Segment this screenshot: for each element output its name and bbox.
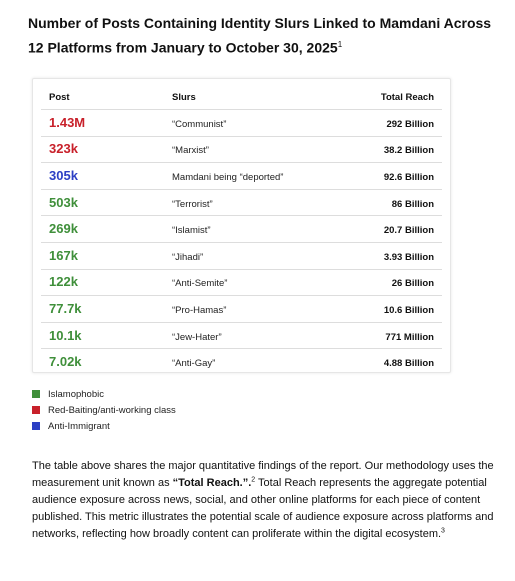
- slur-label: “Pro-Hamas”: [172, 304, 227, 316]
- slur-label: “Anti-Semite”: [172, 278, 228, 290]
- footnote-3: 3: [441, 527, 445, 535]
- title-footnote: 1: [337, 40, 343, 49]
- total-reach-value: 10.6 Billion: [383, 304, 434, 316]
- total-reach-value: 4.88 Billion: [383, 358, 434, 370]
- table-row: [41, 349, 442, 375]
- category-legend: [32, 386, 176, 434]
- legend-label: Red-Baiting/anti-working class: [48, 404, 176, 416]
- legend-swatch: [32, 422, 40, 430]
- post-count: 122k: [49, 274, 78, 290]
- table-row: [41, 136, 442, 163]
- slur-label: “Communist”: [172, 118, 227, 130]
- legend-swatch: [32, 390, 40, 398]
- slur-label: Mamdani being “deported”: [172, 171, 284, 183]
- total-reach-term: “Total Reach.”.: [172, 477, 252, 489]
- legend-swatch: [32, 406, 40, 414]
- table-body: [41, 110, 442, 375]
- post-count: 305k: [49, 167, 78, 183]
- post-count: 167k: [49, 247, 78, 263]
- total-reach-header: Total Reach: [344, 85, 442, 110]
- slur-label: “Islamist”: [172, 225, 211, 237]
- slur-label: “Marxist”: [172, 145, 209, 157]
- methodology-paragraph: [32, 458, 494, 543]
- legend-item: [32, 386, 176, 402]
- legend-item: [32, 418, 176, 434]
- post-count: 1.43M: [49, 114, 86, 130]
- post-count: 269k: [49, 221, 78, 237]
- post-count: 7.02k: [49, 354, 82, 370]
- table-row: [41, 110, 442, 137]
- legend-label: Islamophobic: [48, 388, 104, 400]
- footnote-2: 2: [251, 476, 256, 484]
- legend-item: [32, 402, 176, 418]
- total-reach-value: 20.7 Billion: [383, 225, 434, 237]
- total-reach-value: 292 Billion: [386, 118, 434, 130]
- slur-label: “Terrorist”: [172, 198, 213, 210]
- total-reach-value: 26 Billion: [391, 278, 434, 290]
- total-reach-value: 86 Billion: [391, 198, 434, 210]
- total-reach-value: 771 Million: [385, 331, 434, 343]
- paragraph-rest: Total Reach represents the aggregate potential audience exposure across news, social, and other online platforms for each piece of content published. This metric illustrates the potential scale of audience exposure across platforms and networks, reflecting how broadly content can proliferate within the digital ecosystem.: [32, 477, 494, 540]
- table-row: [41, 163, 442, 190]
- table-row: [41, 242, 442, 269]
- slurs-header: Slurs: [172, 85, 344, 110]
- total-reach-value: 38.2 Billion: [383, 145, 434, 157]
- table-row: [41, 216, 442, 243]
- paragraph-intro: The table above shares the major quantitative findings of the report. Our methodology uses the measurement unit known as: [32, 460, 494, 489]
- table-row: [41, 189, 442, 216]
- slur-label: “Jew-Hater”: [172, 331, 222, 343]
- post-count: 77.7k: [49, 300, 82, 316]
- post-header: Post: [41, 85, 172, 110]
- table-row: [41, 322, 442, 349]
- post-count: 503k: [49, 194, 78, 210]
- total-reach-value: 3.93 Billion: [383, 251, 434, 263]
- title-text: Number of Posts Containing Identity Slurs Linked to Mamdani Across 12 Platforms from January to October 30, 2025: [28, 15, 492, 56]
- slurs-table-card: [32, 78, 451, 373]
- report-title: [28, 13, 498, 59]
- slur-label: “Anti-Gay”: [172, 358, 216, 370]
- table-header-row: [41, 85, 442, 110]
- post-count: 323k: [49, 141, 78, 157]
- post-count: 10.1k: [49, 327, 82, 343]
- slurs-table: [41, 85, 442, 375]
- slur-label: “Jihadi”: [172, 251, 204, 263]
- table-row: [41, 269, 442, 296]
- legend-label: Anti-Immigrant: [48, 420, 110, 432]
- table-row: [41, 296, 442, 323]
- total-reach-value: 92.6 Billion: [383, 171, 434, 183]
